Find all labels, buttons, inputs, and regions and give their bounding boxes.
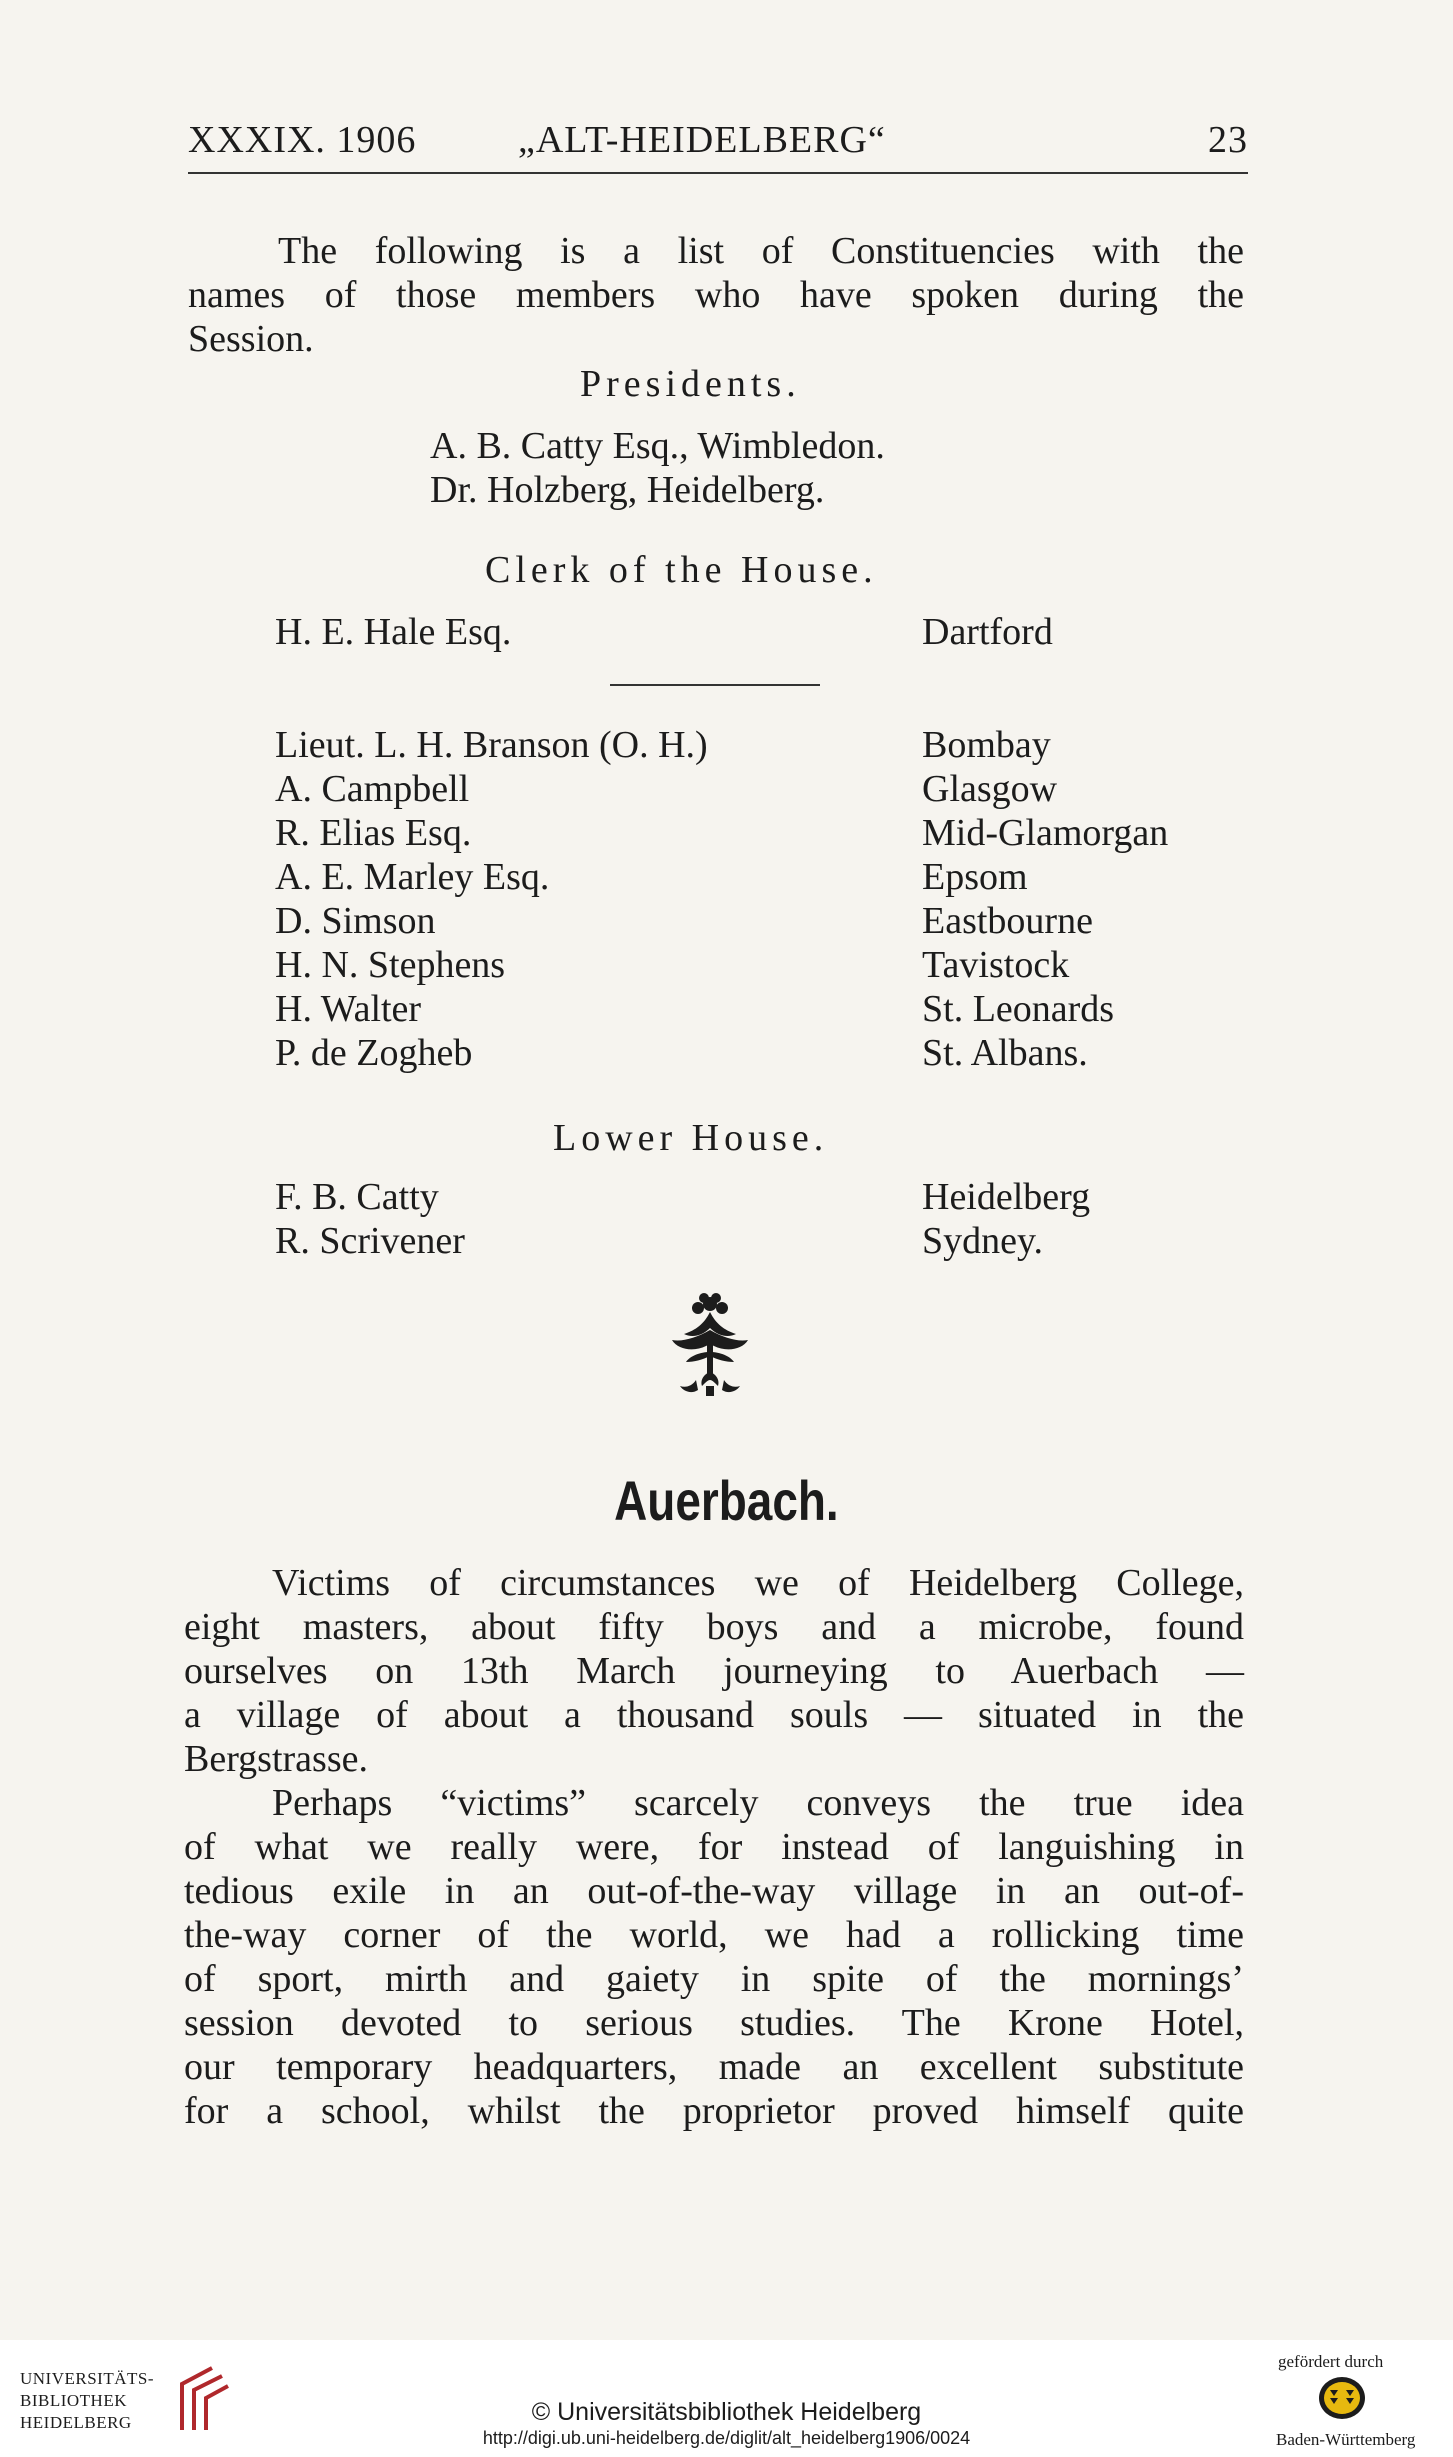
article-line: for a school, whilst the proprietor proved himself quite bbox=[184, 2090, 1244, 2132]
member-name: R. Elias Esq. bbox=[275, 812, 472, 854]
article-line: a village of about a thousand souls — situated in the bbox=[184, 1694, 1244, 1736]
member-place: Bombay bbox=[922, 724, 1051, 766]
library-name-line: HEIDELBERG bbox=[20, 2413, 132, 2432]
lower-house-place: Heidelberg bbox=[922, 1176, 1091, 1218]
article-line: tedious exile in an out-of-the-way village in an out-of- bbox=[184, 1870, 1244, 1912]
intro-line-3: Session. bbox=[188, 318, 314, 360]
page-number: 23 bbox=[1208, 119, 1248, 161]
member-place: Tavistock bbox=[922, 944, 1070, 986]
member-name: H. N. Stephens bbox=[275, 944, 506, 986]
funder-name: Baden-Württemberg bbox=[1276, 2430, 1416, 2449]
member-name: P. de Zogheb bbox=[275, 1032, 473, 1074]
clerk-name: H. E. Hale Esq. bbox=[275, 611, 512, 653]
clerk-place: Dartford bbox=[922, 611, 1053, 653]
library-name-line: UNIVERSITÄTS- bbox=[20, 2369, 154, 2388]
lower-house-heading: Lower House. bbox=[553, 1117, 829, 1159]
article-line: of sport, mirth and gaiety in spite of the mornings’ bbox=[184, 1958, 1244, 2000]
lower-house-name: R. Scrivener bbox=[275, 1220, 465, 1262]
member-place: St. Leonards bbox=[922, 988, 1115, 1030]
member-name: A. Campbell bbox=[275, 768, 470, 810]
header-volume: XXXIX. 1906 bbox=[188, 119, 417, 161]
article-line: Perhaps “victims” scarcely conveys the true idea bbox=[272, 1782, 1244, 1824]
member-name: Lieut. L. H. Branson (O. H.) bbox=[275, 724, 708, 766]
article-line: our temporary headquarters, made an excellent substitute bbox=[184, 2046, 1244, 2088]
presidents-heading: Presidents. bbox=[580, 363, 801, 405]
member-place: Eastbourne bbox=[922, 900, 1093, 942]
section-separator bbox=[610, 684, 820, 686]
library-name-line: BIBLIOTHEK bbox=[20, 2391, 127, 2410]
member-place: Mid-Glamorgan bbox=[922, 812, 1169, 854]
article-title: Auerbach. bbox=[614, 1469, 839, 1532]
article-line: of what we really were, for instead of languishing in bbox=[184, 1826, 1244, 1868]
intro-line-1: The following is a list of Constituencies with the bbox=[278, 230, 1244, 272]
clerk-heading: Clerk of the House. bbox=[485, 549, 878, 591]
header-title: „ALT-HEIDELBERG“ bbox=[518, 119, 886, 161]
header-rule bbox=[188, 172, 1248, 174]
president-line-1: A. B. Catty Esq., Wimbledon. bbox=[430, 425, 885, 467]
article-line: session devoted to serious studies. The Krone Hotel, bbox=[184, 2002, 1244, 2044]
member-name: H. Walter bbox=[275, 988, 422, 1030]
copyright-notice: © Universitätsbibliothek Heidelberg bbox=[531, 2398, 922, 2426]
state-coat-of-arms-icon bbox=[1318, 2376, 1366, 2420]
article-line: eight masters, about fifty boys and a microbe, found bbox=[184, 1606, 1244, 1648]
lower-house-place: Sydney. bbox=[922, 1220, 1044, 1262]
member-name: A. E. Marley Esq. bbox=[275, 856, 550, 898]
member-place: Epsom bbox=[922, 856, 1028, 898]
floral-ornament-icon bbox=[666, 1290, 754, 1400]
article-line: ourselves on 13th March journeying to Auerbach — bbox=[184, 1650, 1244, 1692]
permalink-url[interactable]: http://digi.ub.uni-heidelberg.de/diglit/alt_heidelberg1906/0024 bbox=[482, 2428, 971, 2448]
funded-by-label: gefördert durch bbox=[1278, 2352, 1384, 2371]
president-line-2: Dr. Holzberg, Heidelberg. bbox=[430, 469, 825, 511]
intro-line-2: names of those members who have spoken during the bbox=[188, 274, 1244, 316]
article-line: Bergstrasse. bbox=[184, 1738, 368, 1780]
member-name: D. Simson bbox=[275, 900, 436, 942]
member-place: Glasgow bbox=[922, 768, 1058, 810]
article-line: Victims of circumstances we of Heidelberg College, bbox=[272, 1562, 1244, 1604]
article-line: the-way corner of the world, we had a rollicking time bbox=[184, 1914, 1244, 1956]
member-place: St. Albans. bbox=[922, 1032, 1088, 1074]
lower-house-name: F. B. Catty bbox=[275, 1176, 439, 1218]
